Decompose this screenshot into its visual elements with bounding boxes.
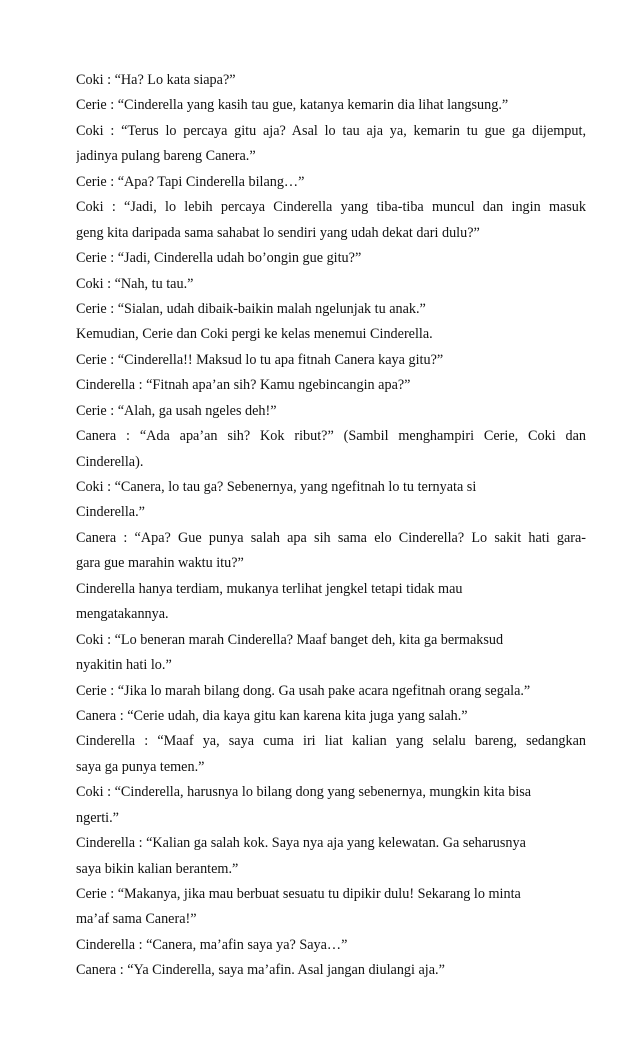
- text-line: Canera : “Ya Cinderella, saya ma’afin. Asal jangan diulangi aja.”: [76, 962, 445, 979]
- text-line: Cinderella).: [76, 453, 144, 470]
- text-line: Cerie : “Cinderella!! Maksud lo tu apa fitnah Canera kaya gitu?”: [76, 351, 444, 368]
- text-line: gara gue marahin waktu itu?”: [76, 555, 244, 572]
- text-line: Cinderella : “Maaf ya, saya cuma iri liat kalian yang selalu bareng, sedangkan: [76, 733, 586, 750]
- text-line: ngerti.”: [76, 809, 119, 826]
- text-line: Canera : “Apa? Gue punya salah apa sih sama elo Cinderella? Lo sakit hati gara-: [76, 529, 586, 546]
- text-line: Coki : “Terus lo percaya gitu aja? Asal lo tau aja ya, kemarin tu gue ga dijemput,: [76, 122, 586, 139]
- text-line: Cerie : “Alah, ga usah ngeles deh!”: [76, 402, 277, 419]
- text-line: saya bikin kalian berantem.”: [76, 860, 239, 877]
- text-line: Cerie : “Sialan, udah dibaik-baikin malah ngelunjak tu anak.”: [76, 300, 426, 317]
- text-line: jadinya pulang bareng Canera.”: [76, 148, 256, 165]
- text-line: Cerie : “Jika lo marah bilang dong. Ga usah pake acara ngefitnah orang segala.”: [76, 682, 531, 699]
- text-line: Cinderella : “Canera, ma’afin saya ya? Saya…”: [76, 936, 348, 953]
- text-line: ma’af sama Canera!”: [76, 911, 197, 928]
- text-line: Cinderella hanya terdiam, mukanya terlihat jengkel tetapi tidak mau: [76, 580, 463, 597]
- text-line: nyakitin hati lo.”: [76, 657, 172, 674]
- text-line: saya ga punya temen.”: [76, 758, 205, 775]
- text-line: Cerie : “Jadi, Cinderella udah bo’ongin gue gitu?”: [76, 250, 362, 267]
- text-line: geng kita daripada sama sahabat lo sendiri yang udah dekat dari dulu?”: [76, 224, 480, 241]
- text-line: Coki : “Cinderella, harusnya lo bilang dong yang sebenernya, mungkin kita bisa: [76, 784, 532, 801]
- text-line: Cinderella : “Kalian ga salah kok. Saya nya aja yang kelewatan. Ga seharusnya: [76, 835, 526, 852]
- dialogue-text: [76, 68, 586, 984]
- text-line: Coki : “Jadi, lo lebih percaya Cinderella yang tiba-tiba muncul dan ingin masuk: [76, 199, 586, 216]
- text-line: Cinderella : “Fitnah apa’an sih? Kamu ngebincangin apa?”: [76, 377, 411, 394]
- text-line: Canera : “Cerie udah, dia kaya gitu kan karena kita juga yang salah.”: [76, 707, 468, 724]
- text-line: Cinderella.”: [76, 504, 145, 521]
- text-line: Canera : “Ada apa’an sih? Kok ribut?” (Sambil menghampiri Cerie, Coki dan: [76, 428, 586, 445]
- text-line: Cerie : “Apa? Tapi Cinderella bilang…”: [76, 173, 305, 190]
- text-line: Coki : “Lo beneran marah Cinderella? Maaf banget deh, kita ga bermaksud: [76, 631, 504, 648]
- text-line: Coki : “Ha? Lo kata siapa?”: [76, 72, 236, 88]
- text-line: Cerie : “Makanya, jika mau berbuat sesuatu tu dipikir dulu! Sekarang lo minta: [76, 886, 521, 902]
- text-line: Kemudian, Cerie dan Coki pergi ke kelas menemui Cinderella.: [76, 326, 433, 343]
- text-line: mengatakannya.: [76, 606, 169, 623]
- text-line: Coki : “Nah, tu tau.”: [76, 275, 194, 292]
- text-line: Coki : “Canera, lo tau ga? Sebenernya, yang ngefitnah lo tu ternyata si: [76, 479, 477, 495]
- text-line: Cerie : “Cinderella yang kasih tau gue, katanya kemarin dia lihat langsung.”: [76, 97, 509, 114]
